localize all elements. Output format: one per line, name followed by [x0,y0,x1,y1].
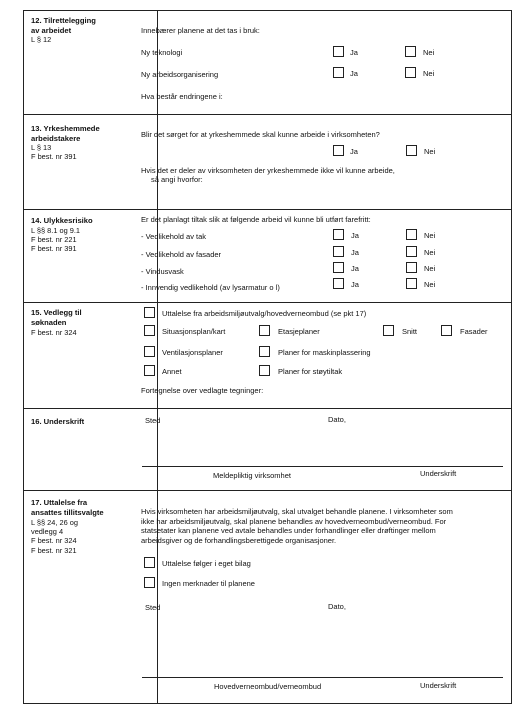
attachment-label: Fasader [460,327,488,336]
no-label: Nei [424,264,436,273]
vindusvask-nei-checkbox[interactable] [406,262,417,273]
ny-teknologi-nei-checkbox[interactable] [405,46,416,57]
ny-teknologi-ja-checkbox[interactable] [333,46,344,57]
section-title: 14. Ulykkesrisiko [31,216,93,225]
yes-label: Ja [350,147,358,156]
ventilasjonsplaner-checkbox[interactable] [144,346,155,357]
tak-nei-checkbox[interactable] [406,229,417,240]
signature-caption: Underskrift [420,681,457,690]
section-intro: Er det planlagt tiltak slik at følgende arbeid vil kunne bli utført farefritt: [141,215,371,224]
row-label: - Vedlikehold av fasader [141,250,222,259]
law-reference: L §§ 24, 26 og vedlegg 4 F best. nr 324 F best. nr 321 [31,518,78,555]
law-reference: L §§ 8.1 og 9.1 F best. nr 221 F best. nr 391 [31,226,81,254]
no-label: Nei [424,147,436,156]
yes-label: Ja [350,69,358,78]
uttalelse-checkbox[interactable] [144,307,155,318]
attachment-label: Planer for maskinplassering [278,348,371,357]
yrkeshemmede-ja-checkbox[interactable] [333,145,344,156]
attachment-label: Snitt [402,327,418,336]
signature-line[interactable] [142,466,503,467]
row-divider [24,408,511,409]
attachment-label: Situasjonsplan/kart [162,327,226,336]
row-label: - Vedlikehold av tak [141,232,207,241]
law-reference: L § 12 [31,35,52,44]
row-divider [24,490,511,491]
no-label: Nei [423,48,435,57]
attachment-label: Uttalelse fra arbeidsmiljøutvalg/hovedverneombud (se pkt 17) [162,309,367,318]
yes-label: Ja [351,264,359,273]
section-title: 16. Underskrift [31,417,85,426]
tak-ja-checkbox[interactable] [333,229,344,240]
attachment-label: Etasjeplaner [278,327,320,336]
stoytiltak-checkbox[interactable] [259,365,270,376]
no-label: Nei [423,69,435,78]
yes-label: Ja [351,280,359,289]
fasader-checkbox[interactable] [441,325,452,336]
drawing-list-label: Fortegnelse over vedlagte tegninger: [141,386,264,395]
yes-label: Ja [350,48,358,57]
question-label: Hva består endringene i: [141,92,223,101]
fasader-nei-checkbox[interactable] [406,246,417,257]
date-label: Dato, [328,602,346,611]
vindusvask-ja-checkbox[interactable] [333,262,344,273]
section-title: 17. Uttalelse fra ansattes tillitsvalgte [31,498,104,517]
ny-arbeidsorganisering-nei-checkbox[interactable] [405,67,416,78]
option-label: Uttalelse følger i eget bilag [162,559,251,568]
section-title: 15. Vedlegg til søknaden [31,308,82,327]
place-label: Sted [145,603,161,612]
section-intro: Innebærer planene at det tas i bruk: [141,26,260,35]
row-label: Ny teknologi [141,48,183,57]
signature-caption: Underskrift [420,469,457,478]
yes-label: Ja [351,248,359,257]
section-title: 13. Yrkeshemmede arbeidstakere [31,124,100,143]
signature-line[interactable] [142,677,503,678]
no-label: Nei [424,248,436,257]
attachment-label: Annet [162,367,182,376]
situasjonsplan-checkbox[interactable] [144,325,155,336]
signature-caption: Meldepliktig virksomhet [213,471,291,480]
law-reference: L § 13 F best. nr 391 [31,143,77,162]
instruction-paragraph: Hvis virksomheten har arbeidsmiljøutvalg, skal utvalget behandle planene. I virksomheter som ikke har arbeidsmiljøutvalg, skal planene behandles av hovedverneombud/verneombud. For statsetater kan planene ved avtale behandles under forhandlinger eller drøftinger mellom arbeidsgiver og de forhandlingsberettigede organisasjoner. [141,507,453,545]
innvendig-nei-checkbox[interactable] [406,278,417,289]
yrkeshemmede-nei-checkbox[interactable] [406,145,417,156]
row-label: - Innvendig vedlikehold (av lysarmatur o l) [141,283,280,292]
row-divider [24,114,511,115]
yes-label: Ja [351,231,359,240]
no-label: Nei [424,231,436,240]
row-label: Ny arbeidsorganisering [141,70,219,79]
attachment-label: Planer for støytiltak [278,367,343,376]
question-label: Blir det sørget for at yrkeshemmede skal kunne arbeide i virksomheten? [141,130,380,139]
section-title: 12. Tilrettelegging av arbeidet [31,16,96,35]
date-label: Dato, [328,415,346,424]
followup-text: Hvis det er deler av virksomheten der yrkeshemmede ikke vil kunne arbeide, så angi hvorfor: [141,166,395,184]
attachment-label: Ventilasjonsplaner [162,348,223,357]
maskinplassering-checkbox[interactable] [259,346,270,357]
row-divider [24,302,511,303]
option-label: Ingen merknader til planene [162,579,255,588]
no-label: Nei [424,280,436,289]
ny-arbeidsorganisering-ja-checkbox[interactable] [333,67,344,78]
place-label: Sted [145,416,161,425]
row-label: - Vindusvask [141,267,184,276]
snitt-checkbox[interactable] [383,325,394,336]
etasjeplaner-checkbox[interactable] [259,325,270,336]
signature-caption: Hovedverneombud/verneombud [214,682,322,691]
fasader-ja-checkbox[interactable] [333,246,344,257]
law-reference: F best. nr 324 [31,328,77,337]
row-divider [24,209,511,210]
annet-checkbox[interactable] [144,365,155,376]
form-frame [23,10,512,704]
ingen-merknader-checkbox[interactable] [144,577,155,588]
innvendig-ja-checkbox[interactable] [333,278,344,289]
eget-bilag-checkbox[interactable] [144,557,155,568]
